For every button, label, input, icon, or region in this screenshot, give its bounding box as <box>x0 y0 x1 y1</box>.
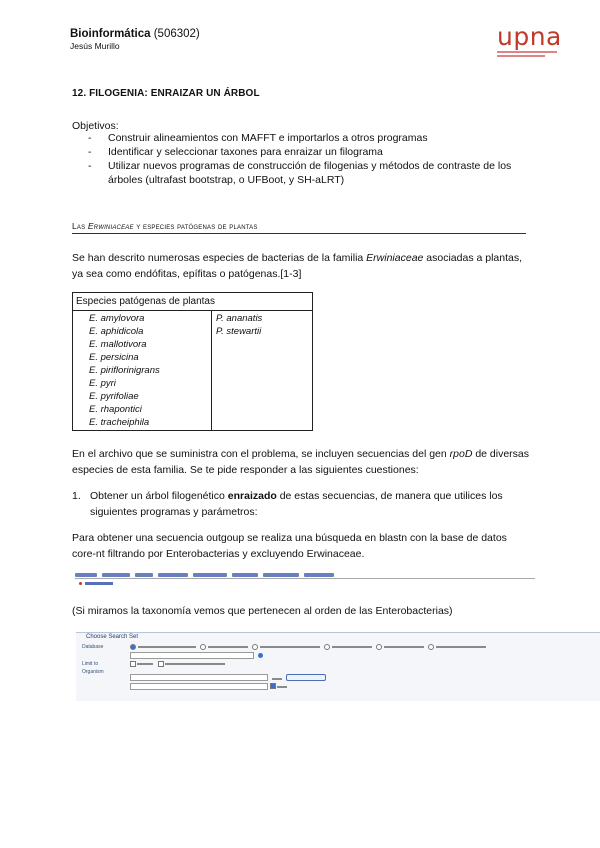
option-text <box>138 646 196 648</box>
question-text: Obtener un árbol filogenético enraizado de estas secuencias, de manera que utilices los siguientes programas y parámetros: <box>90 490 503 518</box>
species-name: E. pyrifoliae <box>89 391 139 402</box>
species-name: P. stewartii <box>216 326 262 337</box>
lineage-link <box>158 573 188 577</box>
form-legend: Choose Search Set <box>86 634 139 640</box>
bullet-icon <box>79 582 82 585</box>
objectives-list <box>88 131 528 187</box>
question-1 <box>72 488 530 520</box>
lineage-link <box>85 582 113 585</box>
logo-text: upna <box>497 22 562 51</box>
page-title: 12. FILOGENIA: ENRAIZAR UN ÁRBOL <box>72 88 260 99</box>
species-table <box>72 292 313 431</box>
list-item: - Utilizar nuevos programas de construcción de filogenias y métodos de contraste de los árboles (ultrafast bootstrap, o UFBoot, y SH-aLRT) <box>88 160 512 186</box>
table-row <box>73 311 313 431</box>
lineage-link <box>232 573 258 577</box>
list-item: - Construir alineamientos con MAFFT e importarlos a otros programas <box>88 132 428 144</box>
upna-logo <box>497 24 567 57</box>
option-text <box>165 663 225 665</box>
outgroup-paragraph: Para obtener una secuencia outgoup se realiza una búsqueda en blastn con la base de datos core-nt filtrando por Enterobacterias y excluyendo Erwinaceae. <box>72 532 507 560</box>
option-text <box>137 663 153 665</box>
lineage-link <box>75 573 97 577</box>
species-name: E. rhapontici <box>89 404 142 415</box>
taxonomy-screenshot <box>75 571 535 591</box>
section-heading-italic: Erwiniaceae <box>87 221 134 231</box>
radio-button[interactable] <box>252 644 258 650</box>
file-paragraph: En el archivo que se suministra con el problema, se incluyen secuencias del gen rpoD de diversas especies de esta familia. Se te pide responder a las siguientes cuestiones: <box>72 448 530 476</box>
radio-button[interactable] <box>130 644 136 650</box>
course-name: Bioinformática <box>70 28 151 40</box>
database-label: Database <box>82 644 104 650</box>
list-item: - Identificar y seleccionar taxones para enraizar un filograma <box>88 146 383 158</box>
database-select[interactable] <box>130 652 254 659</box>
species-name: E. amylovora <box>89 313 145 324</box>
add-organism-button[interactable] <box>286 674 326 681</box>
lineage-bar <box>75 571 535 579</box>
option-text <box>436 646 486 648</box>
option-text <box>277 686 287 688</box>
organism-input[interactable] <box>130 683 268 690</box>
table-header: Especies patógenas de plantas <box>73 293 313 311</box>
logo-subtitle-line <box>497 55 545 57</box>
help-icon[interactable] <box>258 653 263 658</box>
question-number: 1. <box>72 490 81 502</box>
objectives-label: Objetivos: <box>72 120 119 132</box>
course-code: (506302) <box>153 28 200 40</box>
lineage-sub <box>79 582 535 585</box>
intro-paragraph: Se han descrito numerosas especies de bacterias de la familia Erwiniaceae asociadas a plantas, ya sea como endófitas, epífitas o patógenas.[1-3] <box>72 252 523 280</box>
radio-button[interactable] <box>376 644 382 650</box>
radio-button[interactable] <box>324 644 330 650</box>
option-text <box>384 646 424 648</box>
lineage-link <box>304 573 334 577</box>
option-text <box>332 646 372 648</box>
option-text <box>260 646 320 648</box>
blast-form-screenshot <box>76 632 600 701</box>
limit-label: Limit to <box>82 661 99 667</box>
species-name: E. tracheiphila <box>89 417 150 428</box>
option-text <box>272 678 282 680</box>
checkbox[interactable] <box>130 661 136 667</box>
option-text <box>208 646 248 648</box>
checkbox[interactable] <box>158 661 164 667</box>
taxonomy-note: (Si miramos la taxonomía vemos que pertenecen al orden de las Enterobacterias) <box>72 605 453 617</box>
species-name: E. aphidicola <box>89 326 144 337</box>
section-heading: Las Erwiniaceae y especies patógenas de plantas <box>72 221 526 234</box>
species-name: E. persicina <box>89 352 139 363</box>
organism-label: Organism <box>82 669 104 675</box>
species-name: E. piriflorinigrans <box>89 365 160 376</box>
species-name: E. pyri <box>89 378 116 389</box>
species-name: P. ananatis <box>216 313 263 324</box>
species-name: E. mallotivora <box>89 339 147 350</box>
logo-subtitle-line <box>497 51 557 53</box>
exclude-checkbox[interactable] <box>270 683 276 689</box>
radio-button[interactable] <box>200 644 206 650</box>
lineage-link <box>102 573 130 577</box>
erwinia-species-cell <box>73 311 212 431</box>
pantoea-species-cell <box>212 311 313 431</box>
course-header <box>70 28 200 40</box>
radio-button[interactable] <box>428 644 434 650</box>
lineage-link <box>135 573 153 577</box>
lineage-link <box>263 573 299 577</box>
organism-input[interactable] <box>130 674 268 681</box>
author-name: Jesús Murillo <box>70 41 120 51</box>
lineage-link <box>193 573 227 577</box>
